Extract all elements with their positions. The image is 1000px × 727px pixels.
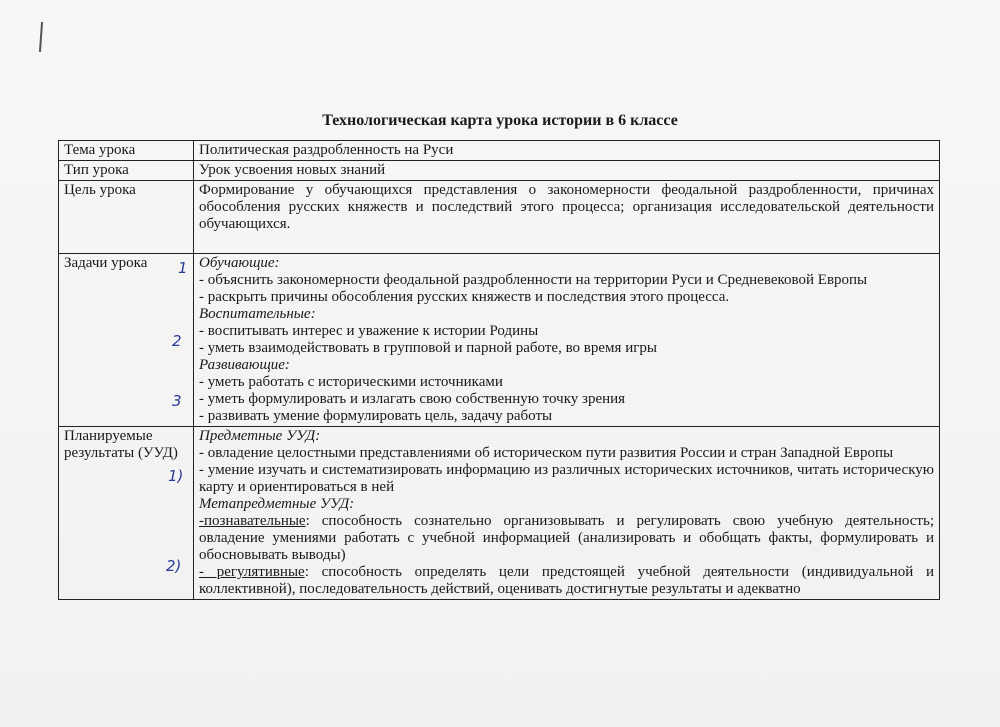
table-row	[59, 181, 940, 254]
row-value-type: Урок усвоения новых знаний	[194, 161, 940, 181]
row-label-results: Планируемые результаты (УУД)	[59, 427, 194, 600]
handwritten-number: 1	[178, 259, 188, 277]
handwritten-number: 1)	[168, 467, 184, 485]
table-row	[59, 254, 940, 427]
list-item: - развивать умение формулировать цель, задачу работы	[199, 408, 553, 424]
list-item: - раскрыть причины обособления русских княжеств и последствия этого процесса.	[199, 289, 730, 305]
list-item: - воспитывать интерес и уважение к истории Родины	[199, 323, 539, 339]
lesson-card-table	[58, 140, 940, 600]
results-heading-subject: Предметные УУД:	[199, 428, 321, 444]
row-value-goal: Формирование у обучающихся представления о закономерности феодальной раздробленности, причинах обособления русских княжеств и последствий этого процесса; организация исследовательской деятельности обучающихся.	[194, 181, 940, 254]
list-item: - овладение целостными представлениями об историческом пути развития России и стран Западной Европы	[199, 445, 894, 461]
list-item: - умение изучать и систематизировать информацию из различных исторических источников, читать историческую карту и ориентироваться в ней	[199, 462, 934, 495]
list-item	[199, 564, 934, 598]
regulatory-term: - регулятивные	[199, 564, 305, 580]
list-item: - уметь формулировать и излагать свою собственную точку зрения	[199, 391, 626, 407]
tasks-heading-teaching: Обучающие:	[199, 255, 280, 271]
row-label-type: Тип урока	[59, 161, 194, 181]
regulatory-text: : способность определять цели предстоящей учебной деятельности (индивидуальной и коллективной), последовательность действий, оценивать достигнутые результаты и адекватно	[199, 564, 934, 597]
cognitive-term: -познавательные	[199, 513, 306, 529]
list-item: - уметь работать с историческими источниками	[199, 374, 503, 390]
tasks-heading-developing: Развивающие:	[199, 357, 290, 373]
document-title: Технологическая карта урока истории в 6 классе	[322, 112, 678, 129]
row-value-tasks	[194, 254, 940, 427]
row-label-goal: Цель урока	[59, 181, 194, 254]
table-row	[59, 141, 940, 161]
handwritten-number: 3	[172, 392, 182, 410]
table-row	[59, 161, 940, 181]
handwritten-number: 2	[172, 332, 182, 350]
row-label-tasks: Задачи урока	[59, 254, 194, 427]
tasks-heading-educational: Воспитательные:	[199, 306, 316, 322]
row-value-results	[194, 427, 940, 600]
row-label-topic: Тема урока	[59, 141, 194, 161]
table-row	[59, 427, 940, 600]
results-heading-meta: Метапредметные УУД:	[199, 496, 355, 512]
list-item	[199, 513, 934, 564]
margin-mark	[39, 22, 43, 52]
list-item: - объяснить закономерности феодальной раздробленности на территории Руси и Средневековой Европы	[199, 272, 868, 288]
row-value-topic: Политическая раздробленность на Руси	[194, 141, 940, 161]
cognitive-text: : способность сознательно организовывать и регулировать свою учебную деятельность; овладение умениями работать с учебной информацией (анализировать и обобщать факты, формулировать и обосновывать выводы)	[199, 513, 934, 563]
list-item: - уметь взаимодействовать в групповой и парной работе, во время игры	[199, 340, 657, 356]
handwritten-number: 2)	[166, 557, 182, 575]
